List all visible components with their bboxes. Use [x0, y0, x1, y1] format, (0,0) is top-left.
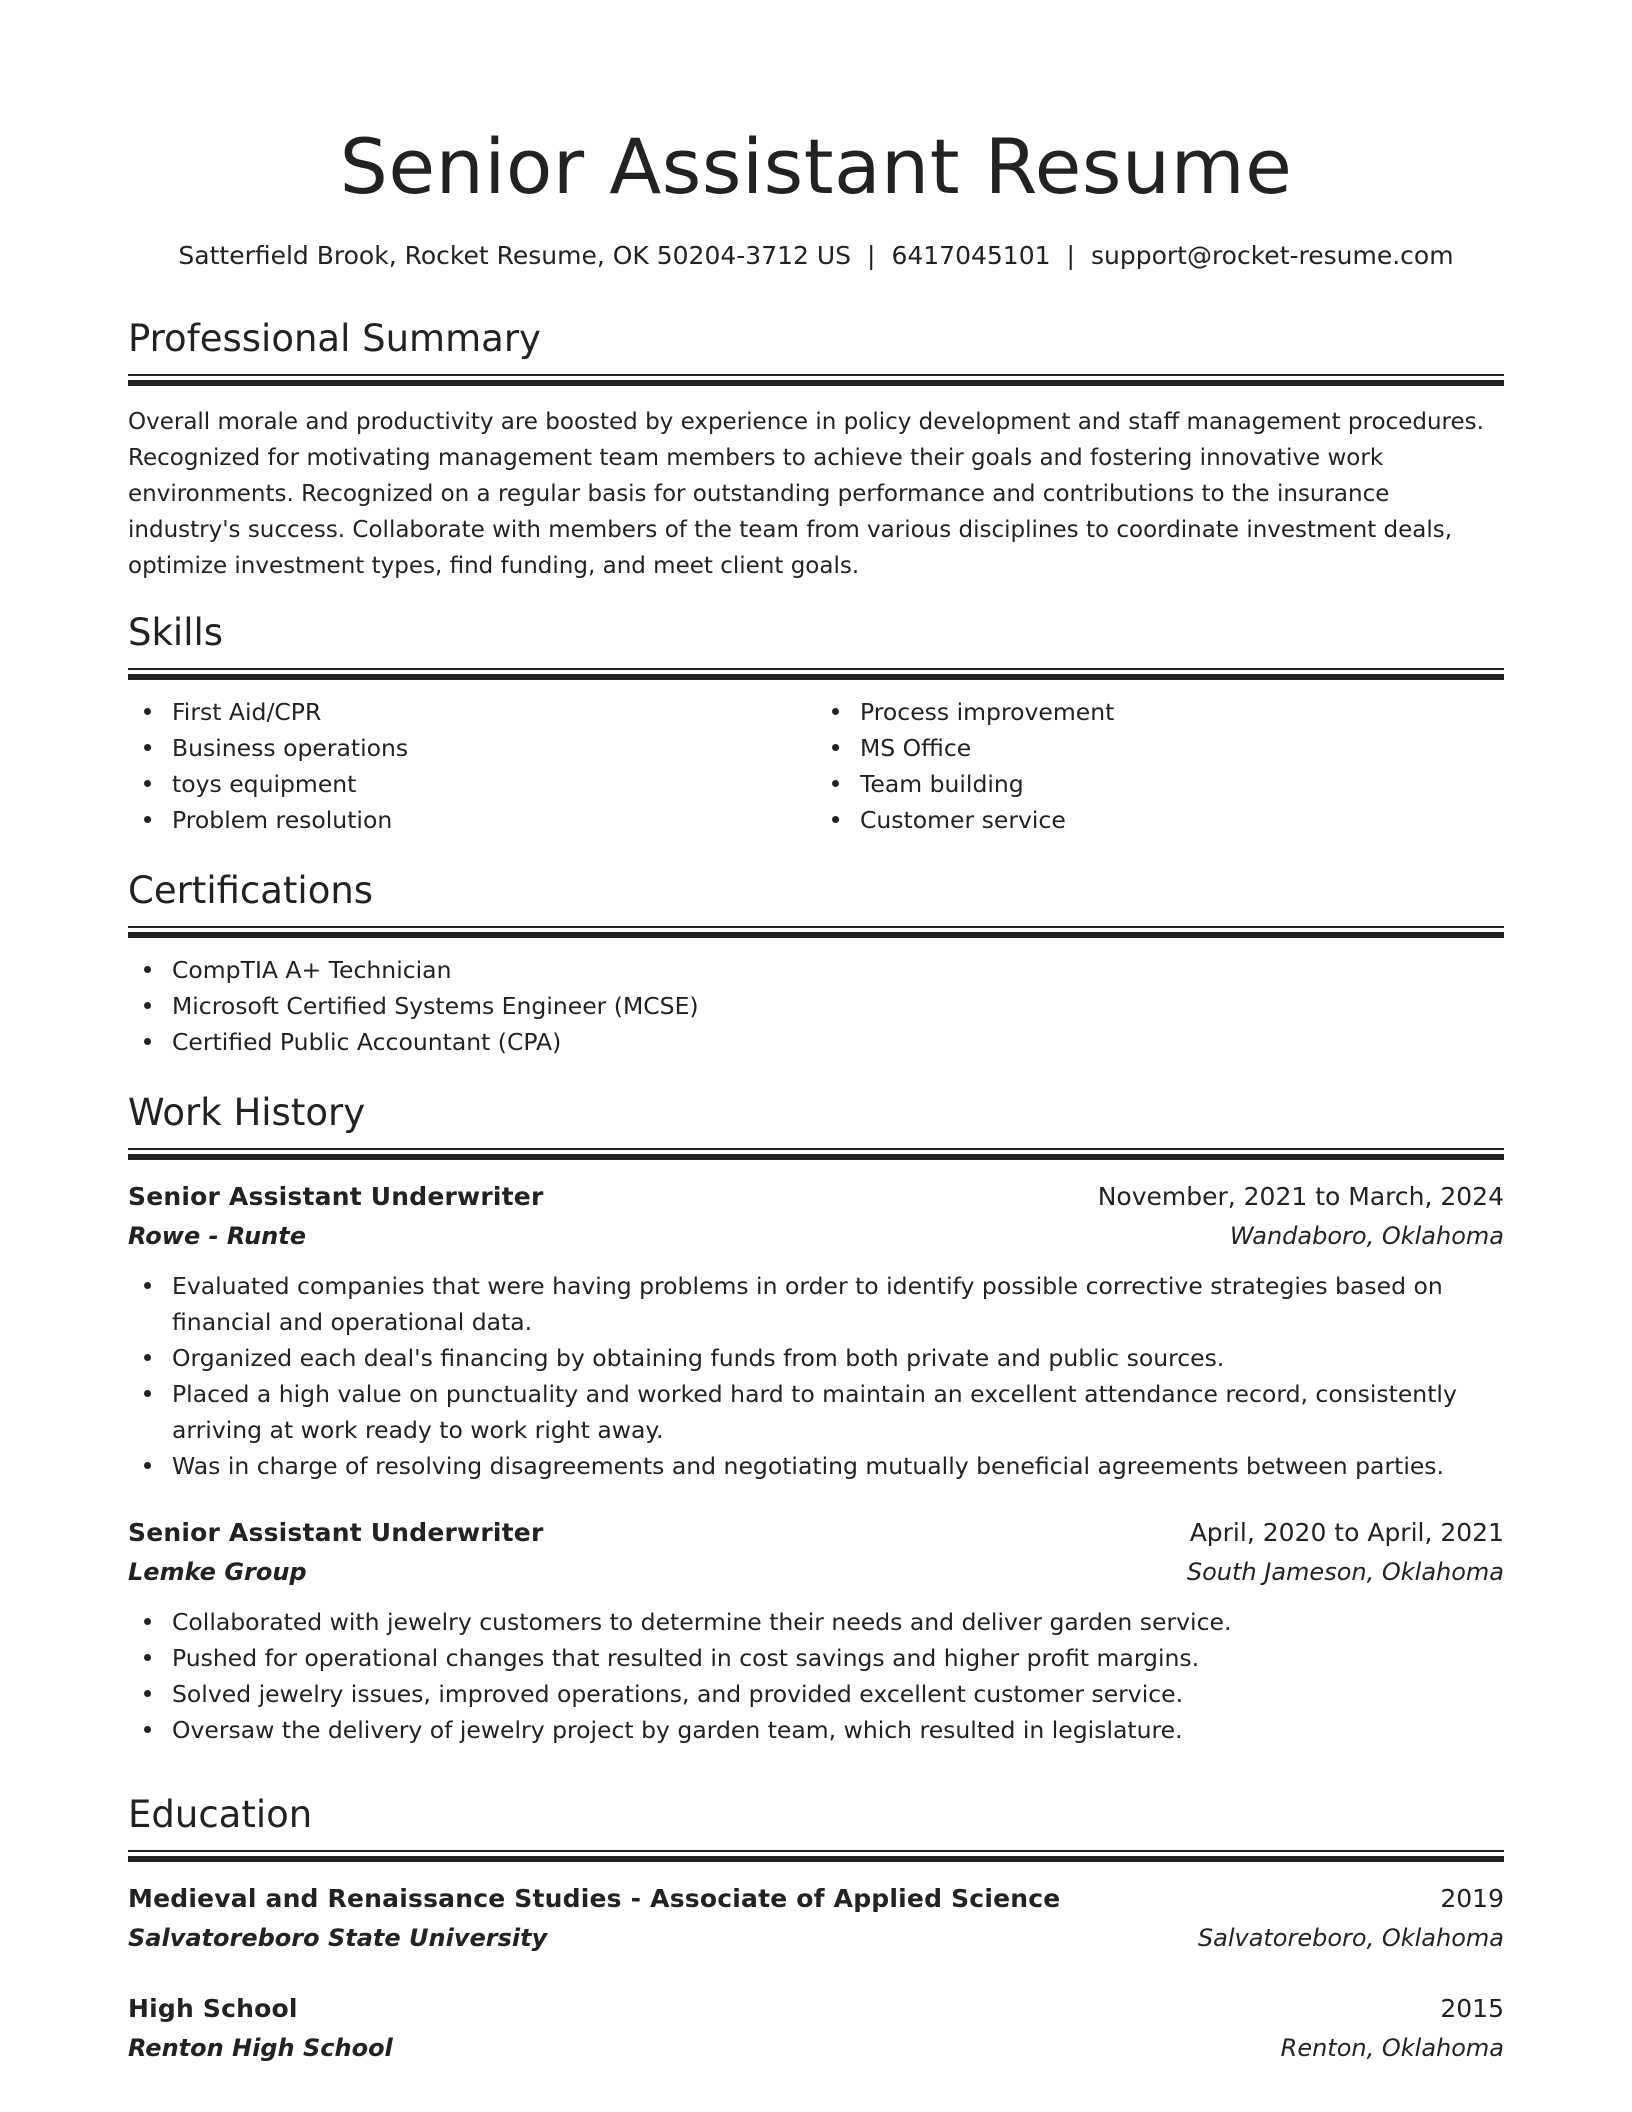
job-subheader [128, 1552, 1504, 1592]
job-dates: April, 2020 to April, 2021 [1189, 1518, 1504, 1547]
education-degree: High School [128, 1994, 298, 2023]
section-heading-certifications: Certifications [128, 869, 374, 912]
education-section [128, 1792, 1504, 2068]
job-location: Wandaboro, Oklahoma [1229, 1222, 1504, 1250]
section-divider [128, 1850, 1504, 1862]
skill-item: Process improvement [816, 694, 1504, 730]
job-title: Senior Assistant Underwriter [128, 1518, 544, 1547]
skills-list-right [816, 694, 1504, 838]
job-bullet: Pushed for operational changes that resulted in cost savings and higher profit margins. [128, 1640, 1504, 1676]
contact-separator: | [1066, 241, 1075, 270]
job-entry [128, 1178, 1504, 1484]
skill-item: Customer service [816, 802, 1504, 838]
education-entry [128, 1990, 1504, 2068]
job-subheader [128, 1216, 1504, 1256]
summary-section [128, 316, 1504, 584]
skills-columns [128, 694, 1504, 838]
section-heading-summary: Professional Summary [128, 317, 541, 360]
page-title: Senior Assistant Resume [339, 122, 1293, 211]
section-divider [128, 374, 1504, 386]
contact-separator: | [867, 241, 876, 270]
section-heading-skills: Skills [128, 611, 224, 654]
job-dates: November, 2021 to March, 2024 [1097, 1182, 1504, 1211]
certification-item: CompTIA A+ Technician [128, 952, 1504, 988]
education-school: Renton High School [128, 2034, 393, 2062]
skill-item: Team building [816, 766, 1504, 802]
skills-list-left [128, 694, 816, 838]
contact-email[interactable]: support@rocket-resume.com [1090, 241, 1454, 270]
job-company: Rowe - Runte [128, 1222, 306, 1250]
job-bullet: Solved jewelry issues, improved operations, and provided excellent customer service. [128, 1676, 1504, 1712]
job-bullet: Evaluated companies that were having problems in order to identify possible corrective strategies based on financial and operational data. [128, 1268, 1504, 1340]
job-location: South Jameson, Oklahoma [1186, 1558, 1504, 1586]
section-divider [128, 668, 1504, 680]
skill-item: toys equipment [128, 766, 816, 802]
job-bullet: Collaborated with jewelry customers to determine their needs and deliver garden service. [128, 1604, 1504, 1640]
job-header [128, 1514, 1504, 1552]
skill-item: MS Office [816, 730, 1504, 766]
contact-phone[interactable]: 6417045101 [891, 241, 1051, 270]
skill-item: Problem resolution [128, 802, 816, 838]
education-entry [128, 1880, 1504, 1958]
summary-text: Overall morale and productivity are boosted by experience in policy development and staff management procedures. Recognized for motivating management team members to achieve their goals and fostering innovative work environments. Recognized on a regular basis for outstanding performance and contributions to the insurance industry's success. Collaborate with members of the team from various disciplines to coordinate investment deals, optimize investment types, find funding, and meet client goals. [128, 409, 1484, 579]
education-header [128, 1880, 1504, 1918]
job-bullets [128, 1268, 1504, 1484]
job-header [128, 1178, 1504, 1216]
job-bullet: Oversaw the delivery of jewelry project by garden team, which resulted in legislature. [128, 1712, 1504, 1748]
skill-item: Business operations [128, 730, 816, 766]
job-bullet: Was in charge of resolving disagreements and negotiating mutually beneficial agreements between parties. [128, 1448, 1504, 1484]
education-subheader [128, 1918, 1504, 1958]
job-bullets [128, 1604, 1504, 1748]
section-heading-education: Education [128, 1793, 313, 1836]
work-history-section [128, 1090, 1504, 1748]
education-school: Salvatoreboro State University [128, 1924, 548, 1952]
job-title: Senior Assistant Underwriter [128, 1182, 544, 1211]
skill-item: First Aid/CPR [128, 694, 816, 730]
certifications-section [128, 868, 1504, 1060]
certification-item: Certified Public Accountant (CPA) [128, 1024, 1504, 1060]
contact-line [128, 240, 1504, 272]
job-bullet: Organized each deal's financing by obtaining funds from both private and public sources. [128, 1340, 1504, 1376]
section-divider [128, 1148, 1504, 1160]
education-header [128, 1990, 1504, 2028]
education-subheader [128, 2028, 1504, 2068]
section-heading-work-history: Work History [128, 1091, 366, 1134]
job-company: Lemke Group [128, 1558, 307, 1586]
contact-address: Satterfield Brook, Rocket Resume, OK 50204-3712 US [178, 241, 852, 270]
certification-item: Microsoft Certified Systems Engineer (MCSE) [128, 988, 1504, 1024]
education-location: Renton, Oklahoma [1280, 2034, 1504, 2062]
education-year: 2015 [1440, 1994, 1504, 2023]
job-bullet: Placed a high value on punctuality and worked hard to maintain an excellent attendance record, consistently arriving at work ready to work right away. [128, 1376, 1504, 1448]
skills-section [128, 610, 1504, 838]
job-entry [128, 1514, 1504, 1748]
certifications-list [128, 952, 1504, 1060]
education-degree: Medieval and Renaissance Studies - Associate of Applied Science [128, 1884, 1061, 1913]
education-year: 2019 [1440, 1884, 1504, 1913]
section-divider [128, 926, 1504, 938]
education-location: Salvatoreboro, Oklahoma [1197, 1924, 1504, 1952]
